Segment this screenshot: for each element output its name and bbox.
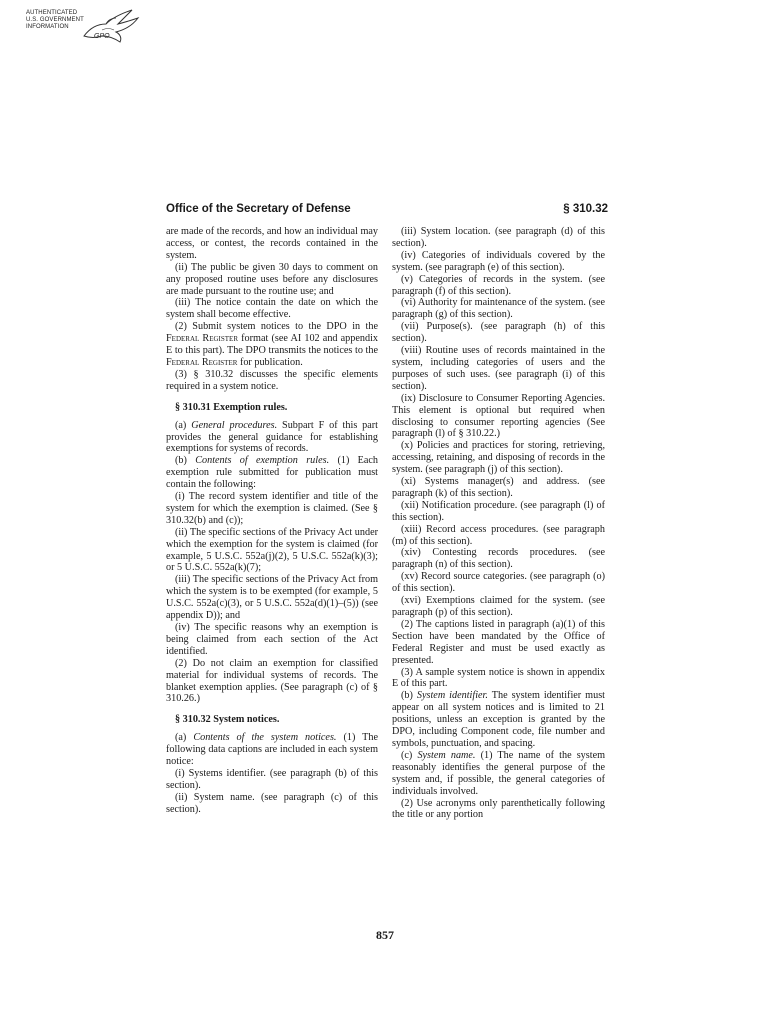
- paragraph: (2) Use acronyms only parenthetically following the title or any portion: [392, 797, 605, 821]
- paragraph: (ii) The specific sections of the Privacy Act under which the exemption for the system is claimed (for example, 5 U.S.C. 552a(j)(2), 5 U.S.C. 552a(k)(3); or 5 U.S.C. 552a(k)(7);: [166, 526, 378, 574]
- paragraph: (vii) Purpose(s). (see paragraph (h) of this section).: [392, 321, 605, 345]
- paragraph: (2) The captions listed in paragraph (a)(1) of this Section have been mandated by the Office of Federal Register and must be used exactly as presented.: [392, 618, 605, 666]
- seal-line-3: INFORMATION: [26, 24, 69, 30]
- paragraph: (iii) System location. (see paragraph (d) of this section).: [392, 226, 605, 249]
- text-run: (2) Submit system notices to the DPO in the: [175, 321, 378, 333]
- text-run: (b): [175, 455, 187, 467]
- eagle-icon: [76, 6, 142, 46]
- text-run: (1) The following data captions are included in each system notice:: [166, 732, 378, 768]
- federal-register-term: Federal Register: [166, 333, 238, 345]
- text-run: The system identifier must appear on all system notices and is limited to 21 positions, unless an exception is granted by the DPO, including Component code, file number and symbols, punctuation, and spacing.: [392, 690, 605, 749]
- text-run: (a): [175, 419, 187, 431]
- paragraph: [166, 732, 378, 768]
- paragraph: (i) The record system identifier and title of the system for which the exemption is claimed. (See § 310.32(b) and (c));: [166, 491, 378, 526]
- page-number: 857: [376, 928, 394, 942]
- paragraph: (xv) Record source categories. (see paragraph (o) of this section).: [392, 571, 605, 595]
- seal-gpo-label: GPO: [94, 33, 110, 40]
- paragraph: (xii) Notification procedure. (see paragraph (l) of this section).: [392, 499, 605, 523]
- text-run: (a): [175, 732, 187, 744]
- paragraph: (i) Systems identifier. (see paragraph (b) of this section).: [166, 767, 378, 791]
- text-run: (b): [401, 690, 413, 702]
- left-column: [166, 226, 378, 816]
- text-run: format (see AI 102 and appendix E to this part). The DPO transmits the notices to the: [166, 333, 379, 357]
- italic-caption: Contents of exemption rules.: [195, 455, 330, 467]
- paragraph: (ii) System name. (see paragraph (c) of this section).: [166, 791, 378, 815]
- seal-line-2: U.S. GOVERNMENT: [26, 17, 84, 23]
- paragraph: (xiv) Contesting records procedures. (see paragraph (n) of this section).: [392, 547, 605, 571]
- section-number: § 310.32: [563, 203, 608, 215]
- italic-caption: System identifier.: [416, 690, 488, 702]
- italic-caption: Contents of the system notices.: [193, 732, 337, 744]
- italic-caption: General procedures.: [191, 419, 278, 431]
- paragraph: (x) Policies and practices for storing, retrieving, accessing, retaining, and disposing of records in the system. (see paragraph (j) of this section).: [392, 440, 605, 476]
- paragraph: [392, 750, 605, 798]
- paragraph: (iv) Categories of individuals covered by the system. (see paragraph (e) of this section).: [392, 249, 605, 273]
- paragraph: (v) Categories of records in the system. (see paragraph (f) of this section).: [392, 273, 605, 297]
- italic-caption: System name.: [417, 749, 476, 761]
- text-run: (1) The name of the system reasonably identifies the general purpose of the system and, if possible, the general categories of individuals involved.: [392, 749, 606, 797]
- text-run: (1) Each exemption rule submitted for publication must contain the following:: [166, 455, 379, 491]
- gpo-authentication-seal: [20, 6, 142, 46]
- paragraph: [392, 690, 605, 750]
- paragraph: (ix) Disclosure to Consumer Reporting Agencies. This element is optional but required when disclosing to consumer reporting agencies (See paragraph (l) of § 310.22.): [392, 392, 605, 440]
- right-column: [392, 226, 605, 821]
- paragraph: [166, 420, 378, 456]
- text-run: (c): [401, 749, 413, 761]
- text-run: for publication.: [239, 356, 303, 368]
- paragraph: (viii) Routine uses of records maintained in the system, including categories of users and the purposes of such uses. (see paragraph (i) of this section).: [392, 345, 605, 392]
- paragraph: (xvi) Exemptions claimed for the system. (see paragraph (p) of this section).: [392, 595, 605, 618]
- paragraph: (vi) Authority for maintenance of the system. (see paragraph (g) of this section).: [392, 297, 605, 321]
- paragraph: (iii) The specific sections of the Privacy Act from which the system is to be exempted (for example, 5 U.S.C. 552a(c)(3), or 5 U.S.C. 552a(d)(1)–(5)) (see appendix D)); and: [166, 574, 378, 622]
- paragraph: [166, 321, 378, 369]
- federal-register-term: Federal Register: [166, 356, 238, 368]
- paragraph: [166, 455, 378, 491]
- paragraph: (ii) The public be given 30 days to comment on any proposed routine uses before any disclosures are made pursuant to the routine use; and: [166, 261, 378, 297]
- paragraph: are made of the records, and how an individual may access, or contest, the records contained in the system.: [166, 226, 378, 261]
- paragraph: (2) Do not claim an exemption for classified material for individual systems of records. The blanket exemption applies. (See paragraph (c) of § 310.26.): [166, 657, 378, 705]
- paragraph: (xi) Systems manager(s) and address. (see paragraph (k) of this section).: [392, 476, 605, 499]
- paragraph: (iii) The notice contain the date on which the system shall become effective.: [166, 297, 378, 321]
- paragraph: (3) § 310.32 discusses the specific elements required in a system notice.: [166, 368, 378, 392]
- paragraph: (iv) The specific reasons why an exemption is being claimed from each section of the Act identified.: [166, 622, 378, 657]
- seal-line-1: AUTHENTICATED: [26, 10, 78, 16]
- section-heading: § 310.31 Exemption rules.: [175, 401, 288, 413]
- paragraph: (3) A sample system notice is shown in appendix E of this part.: [392, 666, 605, 690]
- paragraph: (xiii) Record access procedures. (see paragraph (m) of this section).: [392, 523, 605, 547]
- agency-title: Office of the Secretary of Defense: [166, 203, 351, 215]
- running-head: [166, 203, 608, 221]
- text-run: Subpart F of this part provides the general guidance for establishing exemptions for systems of records.: [166, 419, 379, 455]
- section-heading: § 310.32 System notices.: [175, 714, 280, 726]
